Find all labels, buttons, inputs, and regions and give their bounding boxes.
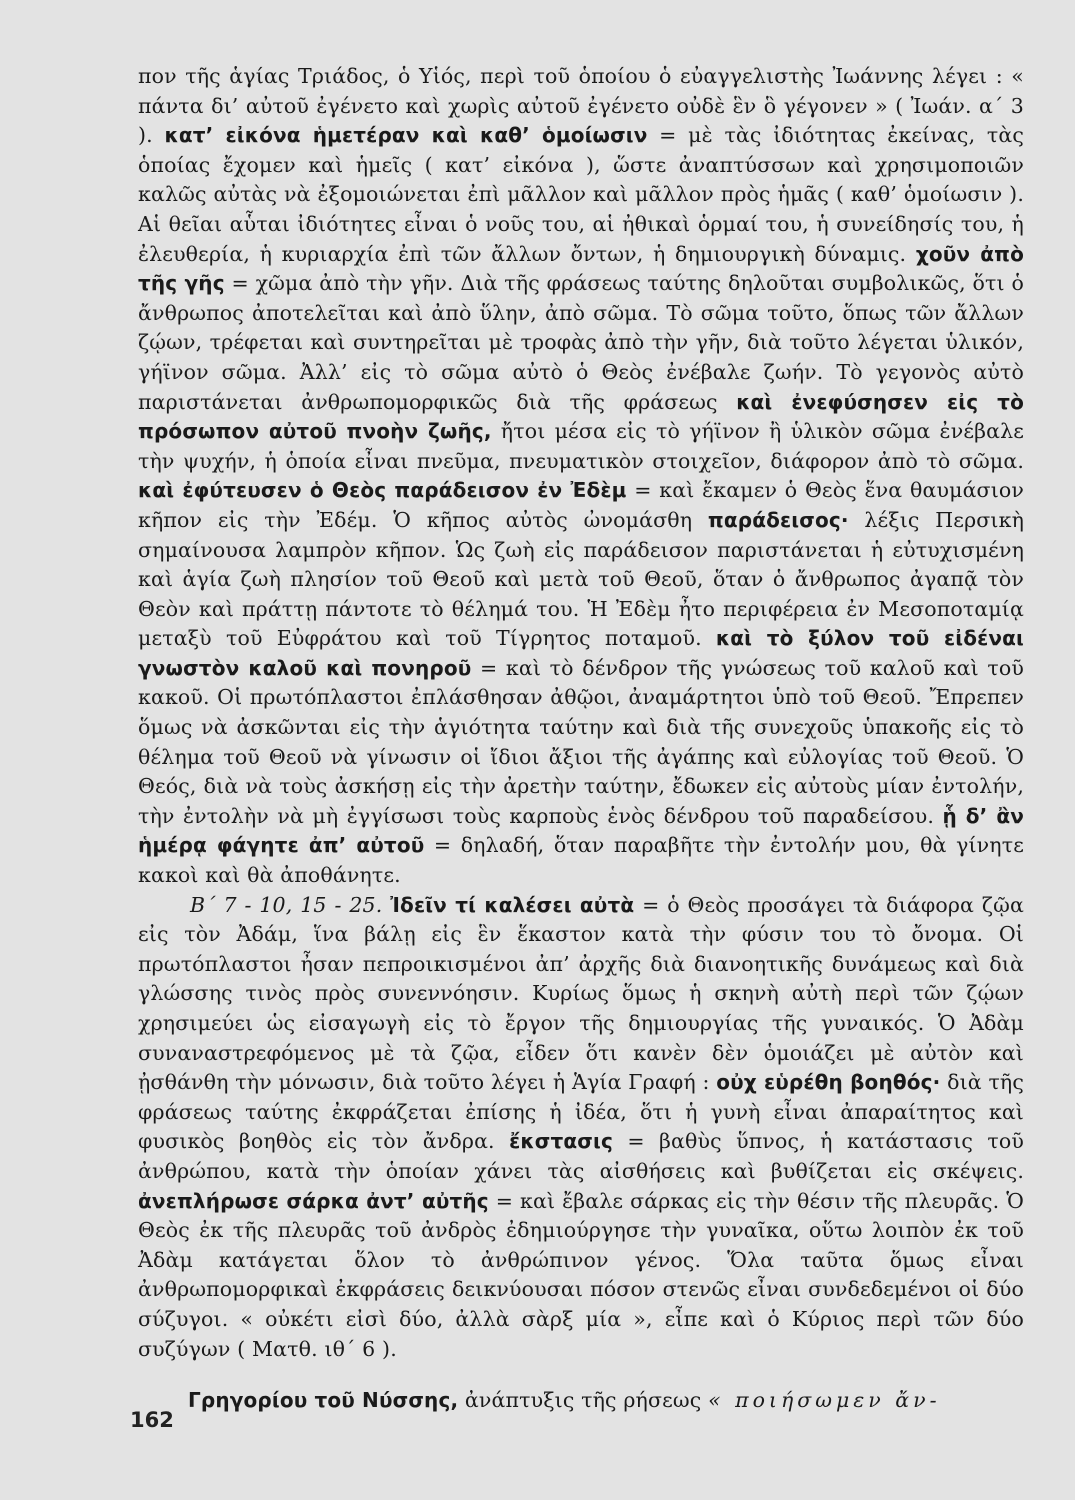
page-number: 162 — [130, 1408, 174, 1432]
text: = χῶμα ἀπὸ τὴν γῆν. Διὰ τῆς φράσεως ταύτης δηλοῦται συμβολικῶς, ὅτι ὁ ἄνθρωπος ἀποτελεῖται καὶ ἀπὸ ὕλην, ἀπὸ σῶμα. Τὸ σῶμα τοῦτο, ὅπως τῶν ἄλλων ζῴων, τρέφεται καὶ συντηρεῖται μὲ τροφὰς ἀπὸ τὴν γῆν, διὰ τοῦτο λέγεται ὑλικόν, γήϊνον σῶμα. Ἀλλ’ εἰς τὸ σῶμα αὐτὸ ὁ Θεὸς ἐνέβαλε ζωήν. Τὸ γεγονὸς αὐτὸ παριστάνεται ἀνθρωπομορφικῶς διὰ τῆς φράσεως — [138, 271, 1024, 414]
text: = καὶ ἔκαμεν ὁ Θεὸς ἕνα θαυμάσιον κῆπον εἰς τὴν Ἐδέμ. Ὁ κῆπος αὐτὸς ὠνομάσθη — [138, 478, 1024, 532]
term-bold: ἔκστασις — [509, 1129, 613, 1154]
text: = δηλαδή, ὅταν παραβῆτε τὴν ἐντολήν μου, θὰ γίνητε κακοὶ καὶ θὰ ἀποθάνητε. — [138, 833, 1024, 888]
term-bold: οὐχ εὑρέθη βοηθός· — [716, 1070, 941, 1095]
text: = μὲ τὰς ἰδιότητας ἐκείνας, τὰς ὁποίας ἔχομεν καὶ ἡμεῖς ( κατ’ εἰκόνα ), ὥστε ἀναπτύσσων καὶ χρησιμοποιῶν καλῶς αὐτὰς νὰ ἐξομοιώνεται ἐπὶ μᾶλλον καὶ μᾶλλον πρὸς ἡμᾶς ( καθ’ ὁμοίωσιν ). Αἱ θεῖαι αὗται ἰδιότητες εἶναι ὁ νοῦς του, αἱ ἠθικαὶ ὁρμαί του, ἡ συνείδησίς του, ἡ ἐλευθερία, ἡ κυριαρχία ἐπὶ τῶν ἄλλων ὄντων, ἡ δημιουργικὴ δύναμις. — [138, 123, 1024, 266]
paragraph-3 — [138, 1386, 1024, 1416]
term-bold: παράδεισος· — [707, 507, 849, 532]
term-bold: Ἰδεῖν τί καλέσει αὐτὰ — [390, 892, 635, 917]
paragraph-2 — [138, 891, 1024, 1365]
term-bold: χοῦν ἀπὸ τῆς γῆς — [138, 241, 1025, 296]
verse-reference: Β΄ 7 - 10, 15 - 25. — [190, 892, 383, 917]
text: = καὶ τὸ δένδρον τῆς γνώσεως τοῦ καλοῦ καὶ τοῦ κακοῦ. Οἱ πρωτόπλαστοι ἐπλάσθησαν ἀθῷοι, ἀναμάρτητοι ὑπὸ τοῦ Θεοῦ. Ἔπρεπεν ὅμως νὰ ἀσκῶνται εἰς τὴν ἁγιότητα ταύτην καὶ διὰ τῆς συνεχοῦς ὑπακοῆς εἰς τὸ θέλημα τοῦ Θεοῦ νὰ γίνωσιν οἱ ἴδιοι ἄξιοι τῆς ἀγάπης καὶ εὐλογίας τοῦ Θεοῦ. Ὁ Θεός, διὰ νὰ τοὺς ἀσκήσῃ εἰς τὴν ἀρετὴν ταύτην, ἔδωκεν εἰς αὐτοὺς μίαν ἐντολήν, τὴν ἐντολὴν νὰ μὴ ἐγγίσωσι τοὺς καρποὺς ἑνὸς δένδρου τοῦ παραδείσου. — [138, 655, 1024, 828]
term-bold: κατ’ εἰκόνα ἡμετέραν καὶ καθ’ ὁμοίωσιν — [164, 123, 648, 148]
page-body — [138, 62, 1024, 1416]
text: = καὶ ἔβαλε σάρκας εἰς τὴν θέσιν τῆς πλευρᾶς. Ὁ Θεὸς ἐκ τῆς πλευρᾶς τοῦ ἀνδρὸς ἐδημιούργησε τὴν γυναῖκα, οὕτω λοιπὸν ἐκ τοῦ Ἀδὰμ κατάγεται ὅλον τὸ ἀνθρώπινον γένος. Ὅλα ταῦτα ὅμως εἶναι ἀνθρωπομορφικαὶ ἐκφράσεις δεικνύουσαι πόσον στενῶς εἶναι συνδεδεμένοι οἱ δύο σύζυγοι. « οὐκέτι εἰσὶ δύο, ἀλλὰ σὰρξ μία », εἶπε καὶ ὁ Κύριος περὶ τῶν δύο συζύγων ( Ματθ. ιθ΄ 6 ). — [138, 1188, 1025, 1361]
text: διὰ τῆς φράσεως ταύτης ἐκφράζεται ἐπίσης ἡ ἰδέα, ὅτι ἡ γυνὴ εἶναι ἀπαραίτητος καὶ φυσικὸς βοηθὸς εἰς τὸν ἄνδρα. — [138, 1070, 1025, 1154]
text: = βαθὺς ὕπνος, ἡ κατάστασις τοῦ ἀνθρώπου, κατὰ τὴν ὁποίαν χάνει τὰς αἰσθήσεις καὶ βυθίζεται εἰς σκέψεις. — [138, 1129, 1024, 1183]
text: ἀνάπτυξις τῆς ρήσεως — [458, 1388, 709, 1413]
term-bold: ἀνεπλήρωσε σάρκα ἀντ’ αὐτῆς — [138, 1188, 489, 1213]
term-bold: καὶ ἐνεφύσησεν εἰς τὸ πρόσωπον αὐτοῦ πνοὴν ζωῆς, — [138, 389, 1024, 444]
term-bold: ᾗ δ’ ἂν ἡμέρᾳ φάγητε ἀπ’ αὐτοῦ — [138, 803, 1024, 858]
paragraph-1 — [138, 62, 1024, 891]
term-bold: καὶ ἐφύτευσεν ὁ Θεὸς παράδεισον ἐν Ἐδὲμ — [138, 478, 627, 503]
text: ἤτοι μέσα εἰς τὸ γήϊνον ἢ ὑλικὸν σῶμα ἐνέβαλε τὴν ψυχήν, ἡ ὁποία εἶναι πνεῦμα, πνευματικὸν στοιχεῖον, διάφορον ἀπὸ τὸ σῶμα. — [138, 419, 1025, 473]
spaced-quote: « ποιήσωμεν ἄν- — [708, 1388, 941, 1413]
term-bold: καὶ τὸ ξύλον τοῦ εἰδέναι γνωστὸν καλοῦ καὶ πονηροῦ — [138, 626, 1024, 680]
text: πον τῆς ἁγίας Τριάδος, ὁ Υἱός, περὶ τοῦ ὁποίου ὁ εὐαγγελιστὴς Ἰωάννης λέγει : « πάντα δι’ αὐτοῦ ἐγένετο καὶ χωρὶς αὐτοῦ ἐγένετο οὐδὲ ἓν ὃ γέγονεν » ( Ἰωάν. α΄ 3 ). — [138, 64, 1024, 148]
section-heading: Γρηγορίου τοῦ Νύσσης, — [188, 1388, 459, 1413]
text: = ὁ Θεὸς προσάγει τὰ διάφορα ζῷα εἰς τὸν Ἀδάμ, ἵνα βάλῃ εἰς ἓν ἕκαστον κατὰ τὴν φύσιν του τὸ ὄνομα. Οἱ πρωτόπλαστοι ἦσαν πεπροικισμένοι ἀπ’ ἀρχῆς διὰ διανοητικῆς δυνάμεως καὶ διὰ γλώσσης τινὸς πρὸς συνεννόησιν. Κυρίως ὅμως ἡ σκηνὴ αὐτὴ περὶ τῶν ζῴων χρησιμεύει ὡς εἰσαγωγὴ εἰς τὸ ἔργον τῆς δημιουργίας τῆς γυναικός. Ὁ Ἀδὰμ συναναστρεφόμενος μὲ τὰ ζῷα, εἶδεν ὅτι κανὲν δὲν ὁμοιάζει μὲ αὐτὸν καὶ ᾐσθάνθη τὴν μόνωσιν, διὰ τοῦτο λέγει ἡ Ἁγία Γραφή : — [138, 892, 1024, 1095]
text: λέξις Περσικὴ σημαίνουσα λαμπρὸν κῆπον. Ὡς ζωὴ εἰς παράδεισον παριστάνεται ἡ εὐτυχισμένη καὶ ἁγία ζωὴ πλησίον τοῦ Θεοῦ καὶ μετὰ τοῦ Θεοῦ, ὅταν ὁ ἄνθρωπος ἀγαπᾷ τὸν Θεὸν καὶ πράττῃ πάντοτε τὸ θέλημά του. Ἡ Ἐδὲμ ἦτο περιφέρεια ἐν Μεσοποταμίᾳ μεταξὺ τοῦ Εὐφράτου καὶ τοῦ Τίγρητος ποταμοῦ. — [138, 507, 1025, 651]
